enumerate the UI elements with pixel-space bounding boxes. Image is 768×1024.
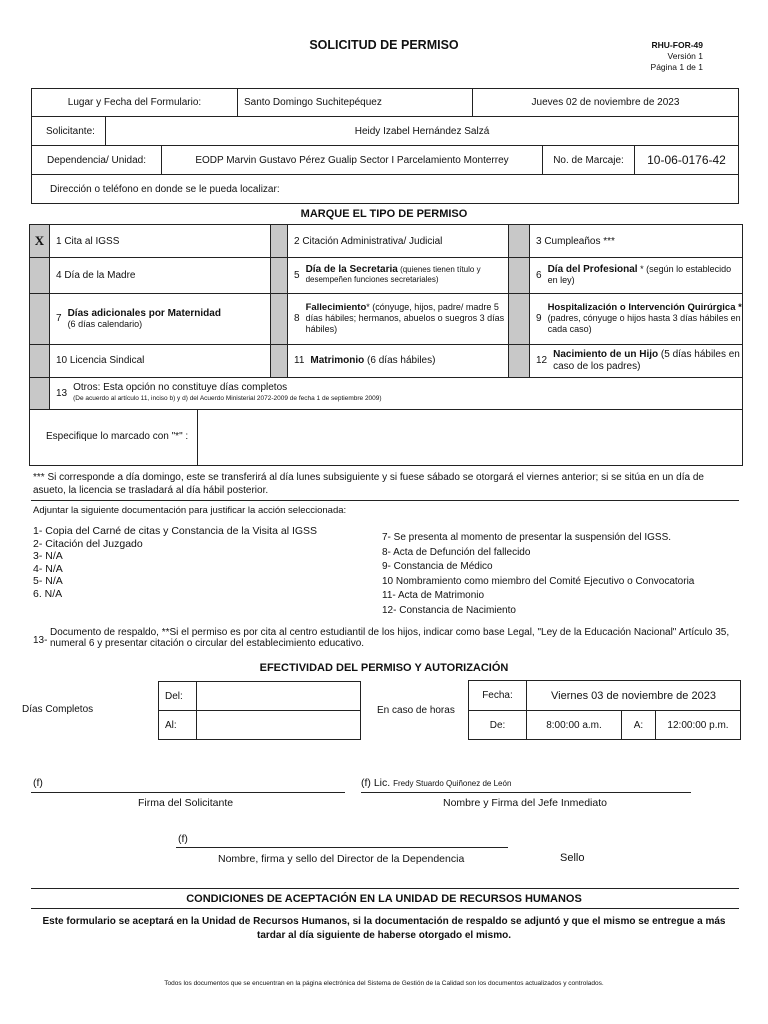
fecha-efectividad-value[interactable]: Viernes 03 de noviembre de 2023: [526, 680, 741, 711]
option-8-detail: * (cónyuge, hijos, padre/ madre 5 días hábiles; hermanos, abuelos o suegros 3 días hábiles): [305, 302, 505, 334]
checkbox-mark: X: [34, 233, 45, 248]
option-dia-profesional: [536, 257, 741, 293]
checkbox-3[interactable]: [508, 225, 530, 257]
option-13-title: Otros: Esta opción no constituye días completos: [73, 381, 288, 393]
nota-domingo: *** Si corresponde a día domingo, este se transferirá al día lunes subsiguiente y si fuese sábado se otorgará el viernes anterior; si se sitúa en un día de asueto, la licencia se trasladará al día hábil posterior.: [33, 472, 704, 496]
sello-label: Sello: [560, 852, 585, 864]
del-label: Del:: [158, 681, 197, 711]
firma-director-label: Nombre, firma y sello del Director de la Dependencia: [218, 853, 465, 865]
checkbox-11[interactable]: [270, 344, 288, 377]
option-maternidad: [56, 293, 266, 344]
option-licencia-sindical: 10 Licencia Sindical: [56, 355, 145, 366]
doc-item: 9- Constancia de Médico: [382, 561, 493, 572]
option-11-detail: (6 días hábiles): [364, 355, 436, 366]
firma-jefe-label: Nombre y Firma del Jefe Inmediato: [443, 797, 607, 809]
firma-solicitante-label: Firma del Solicitante: [138, 797, 234, 809]
option-dia-secretaria: [294, 257, 506, 293]
tipo-heading: MARQUE EL TIPO DE PERMISO: [300, 208, 468, 220]
option-fallecimiento: [294, 293, 506, 344]
doc-13-number: 13-: [33, 635, 48, 646]
form-code-block: [651, 40, 703, 73]
option-citacion-judicial: 2 Citación Administrativa/ Judicial: [294, 235, 443, 247]
checkbox-2[interactable]: [270, 225, 288, 257]
option-13-detail: (De acuerdo al artículo 11, inciso b) y d) del Acuerdo Ministerial 2072-2009 de fecha 1 de septiembre 2009): [73, 394, 382, 402]
adjuntar-label: Adjuntar la siguiente documentación para justificar la acción seleccionada:: [33, 505, 347, 516]
lugar-label: Lugar y Fecha del Formulario:: [31, 88, 238, 117]
option-9-number: 9: [536, 313, 542, 324]
checkbox-12[interactable]: [508, 344, 530, 377]
especifique-field[interactable]: [198, 410, 742, 465]
checkbox-1[interactable]: [30, 225, 50, 257]
a-label: A:: [621, 710, 656, 740]
docs-right-list: [382, 531, 742, 618]
footer-note: Todos los documentos que se encuentran en la página electrónica del Sistema de Gestión de la Calidad son los documentos actualizados y controlados.: [164, 980, 604, 987]
form-title: SOLICITUD DE PERMISO: [309, 38, 459, 52]
checkbox-8[interactable]: [270, 293, 288, 344]
doc-item: 10 Nombramiento como miembro del Comité Ejecutivo o Convocatoria: [382, 575, 695, 587]
option-nacimiento: [536, 344, 742, 377]
option-11-number: 11: [294, 355, 305, 366]
option-5-title: Día de la Secretaria: [305, 264, 398, 275]
de-label: De:: [468, 710, 527, 740]
option-6-title: Día del Profesional: [547, 264, 638, 275]
doc-item: 11- Acta de Matrimonio: [382, 590, 485, 601]
de-value[interactable]: 8:00:00 a.m.: [526, 710, 622, 740]
option-hospitalizacion: [536, 293, 742, 344]
option-9-detail: (padres, cónyuge o hijos hasta 3 días hábiles en cada caso): [547, 313, 741, 334]
doc-item: 5- N/A: [33, 575, 63, 587]
direccion-field[interactable]: [31, 174, 739, 204]
option-6-detail: * (según lo establecido en ley): [547, 264, 732, 285]
doc-item: 2- Citación del Juzgado: [33, 537, 143, 550]
firma-solicitante-line[interactable]: [31, 792, 345, 793]
al-label: Al:: [158, 710, 197, 740]
doc-item: 3- N/A: [33, 550, 63, 562]
solicitante-value[interactable]: Heidy Izabel Hernández Salzá: [105, 116, 739, 146]
efectividad-heading: EFECTIVIDAD DEL PERMISO Y AUTORIZACIÓN: [259, 662, 509, 674]
option-5-number: 5: [294, 269, 300, 281]
doc-item: 1- Copia del Carné de citas y Constancia de la Visita al IGSS: [33, 525, 318, 537]
condiciones-heading: CONDICIONES DE ACEPTACIÓN EN LA UNIDAD DE RECURSOS HUMANOS: [186, 893, 582, 905]
dependencia-value[interactable]: EODP Marvin Gustavo Pérez Gualip Sector I Parcelamiento Monterrey: [161, 145, 543, 175]
option-cita-igss: 1 Cita al IGSS: [56, 235, 120, 247]
doc-item: 8- Acta de Defunción del fallecido: [382, 546, 531, 558]
doc-item: 4- N/A: [33, 562, 63, 575]
checkbox-10[interactable]: [30, 344, 50, 377]
firma-solicitante-f: (f): [33, 777, 43, 789]
option-dia-madre: 4 Día de la Madre: [56, 269, 136, 281]
option-7-number: 7: [56, 313, 62, 324]
especifique-label: Especifique lo marcado con "*" :: [46, 431, 189, 442]
fecha-label: Fecha:: [468, 680, 527, 711]
dias-completos-label: Días Completos: [22, 704, 94, 715]
checkbox-5[interactable]: [270, 257, 288, 293]
option-6-number: 6: [536, 269, 542, 281]
firma-director-f: (f): [178, 833, 188, 845]
en-caso-horas-label: En caso de horas: [377, 705, 455, 716]
direccion-label: Dirección o teléfono en donde se le pueda localizar:: [50, 183, 280, 195]
solicitante-label: Solicitante:: [31, 116, 106, 146]
dependencia-label: Dependencia/ Unidad:: [31, 145, 162, 175]
option-12-detail: (5 días hábiles en caso de los padres): [553, 348, 740, 372]
option-9-title: Hospitalización o Intervención Quirúrgica *: [547, 302, 742, 313]
option-12-title: Nacimiento de un Hijo: [553, 348, 659, 360]
checkbox-6[interactable]: [508, 257, 530, 293]
checkbox-4[interactable]: [30, 257, 50, 293]
option-otros: [56, 377, 736, 409]
form-page: Página 1 de 1: [650, 62, 703, 72]
condiciones-text: Este formulario se aceptará en la Unidad de Recursos Humanos, si la documentación de respaldo se adjuntó y que el mismo se entregue a más tardar al día siguiente de haberse otorgado el mismo.: [42, 916, 726, 941]
doc-13-text: Documento de respaldo, **Si el permiso es por cita al centro estudiantil de los hijos, indicar como base Legal, "Ley de la Educación Nacional" Artículo 35, numeral 6 y presentar citación o circular del establecimiento educativo.: [50, 627, 730, 649]
checkbox-9[interactable]: [508, 293, 530, 344]
doc-item: 12- Constancia de Nacimiento: [382, 604, 516, 616]
del-field[interactable]: [196, 681, 361, 711]
lugar-value[interactable]: Santo Domingo Suchitepéquez: [237, 88, 473, 117]
firma-director-line[interactable]: [176, 847, 508, 848]
option-7-detail: (6 días calendario): [67, 318, 143, 329]
option-8-number: 8: [294, 313, 300, 324]
option-7-title: Días adicionales por Maternidad: [67, 307, 221, 319]
option-5-detail: (quienes tienen título y desempeñen funciones secretariales): [305, 265, 481, 284]
firma-jefe-f: [361, 777, 511, 789]
option-matrimonio: [294, 344, 506, 377]
option-11-title: Matrimonio: [310, 355, 365, 366]
doc-item: 6. N/A: [33, 587, 63, 600]
jefe-nombre: Fredy Stuardo Quiñonez de León: [393, 779, 512, 788]
marcaje-label: No. de Marcaje:: [542, 145, 635, 175]
a-value[interactable]: 12:00:00 p.m.: [655, 710, 741, 740]
option-13-number: 13: [56, 387, 68, 399]
docs-left-list: [33, 525, 363, 600]
option-8-title: Fallecimiento: [305, 302, 367, 313]
option-12-number: 12: [536, 355, 548, 366]
firma-jefe-prefix: (f) Lic.: [361, 777, 391, 789]
firma-jefe-line[interactable]: [361, 792, 691, 793]
checkbox-13[interactable]: [30, 377, 50, 409]
form-version: Versión 1: [667, 51, 703, 61]
marcaje-value[interactable]: 10-06-0176-42: [634, 145, 739, 175]
doc-item: 7- Se presenta al momento de presentar la suspensión del IGSS.: [382, 532, 672, 543]
form-code: RHU-FOR-49: [651, 40, 703, 50]
fecha-value[interactable]: Jueves 02 de noviembre de 2023: [472, 88, 739, 117]
al-field[interactable]: [196, 710, 361, 740]
checkbox-7[interactable]: [30, 293, 50, 344]
option-cumpleanos: 3 Cumpleaños ***: [536, 235, 615, 247]
